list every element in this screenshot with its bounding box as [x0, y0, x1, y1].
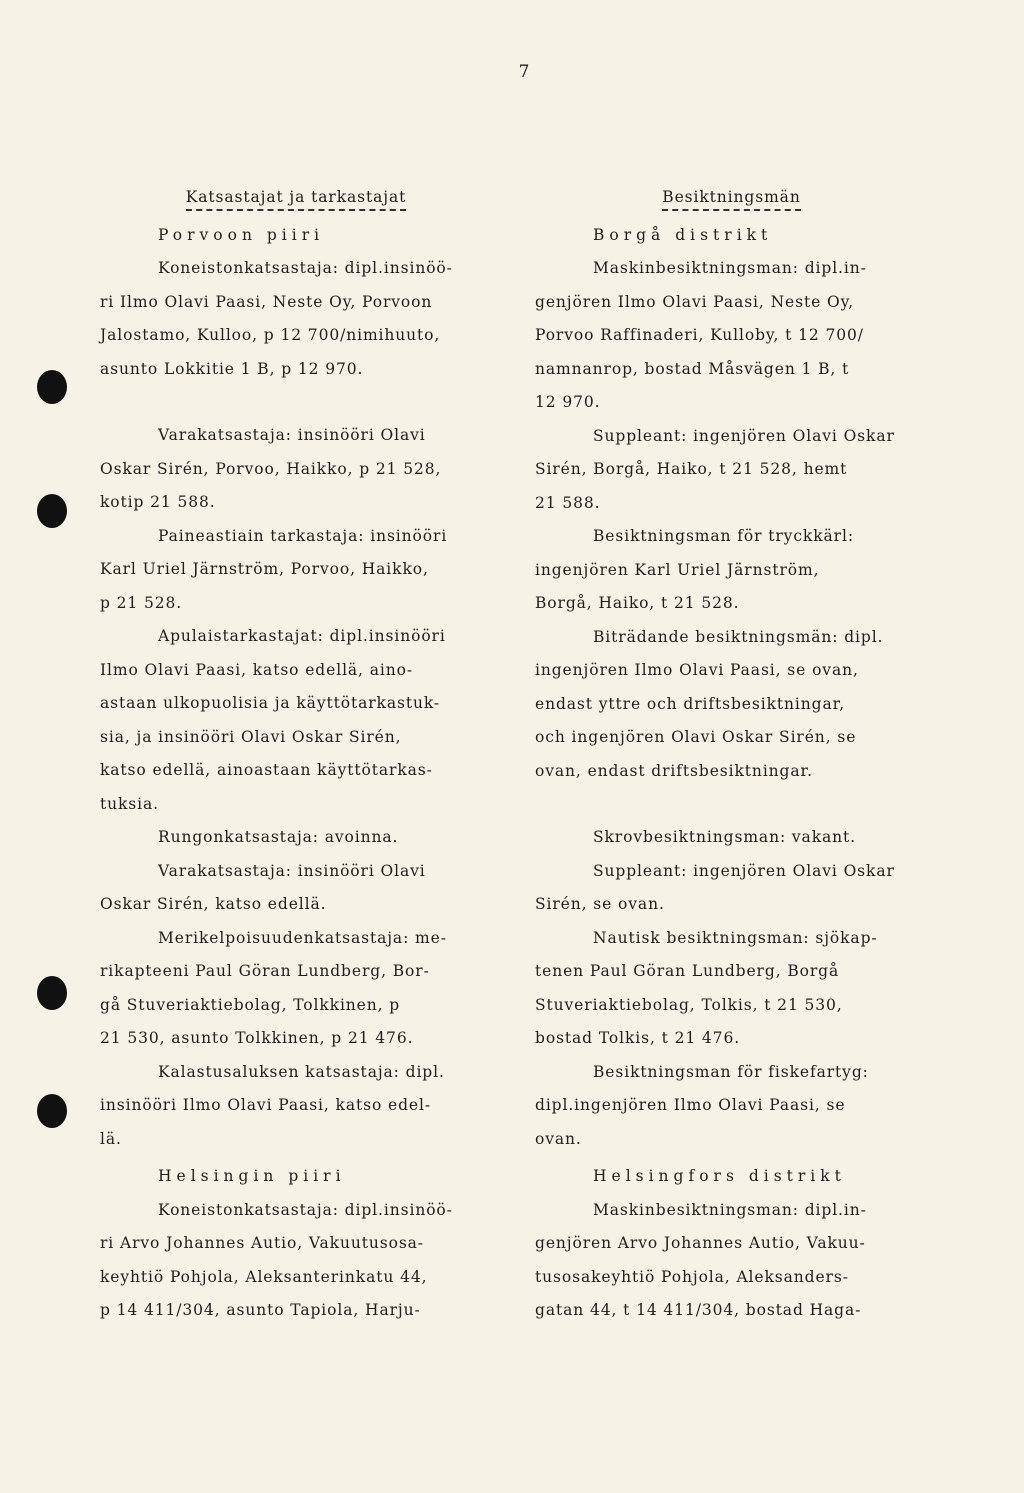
entry-assistant-inspectors: Biträdande besiktningsmän: dipl. ingenjören Ilmo Olavi Paasi, se ovan, endast yttre och driftsbesiktningar, och ingenjören Olavi Oskar Sirén, se ovan, endast driftsbesiktningar. [535, 627, 884, 780]
binder-hole-1 [37, 370, 67, 404]
entry-machinery-inspector: Maskinbesiktningsman: dipl.in- genjören Ilmo Olavi Paasi, Neste Oy, Porvoo Raffinaderi, Kulloby, t 12 700/ namnanrop, bostad Måsvägen 1 B, t 12 970. [535, 259, 867, 411]
entry-pressure-vessel-inspector: Besiktningsman för tryckkärl: ingenjören Karl Uriel Järnström, Borgå, Haiko, t 21 528. [535, 527, 854, 612]
entry-pressure-vessel-inspector: Paineastiain tarkastaja: insinööri Karl Uriel Järnström, Porvoo, Haikko, p 21 528. [100, 526, 448, 612]
district-heading-2: Helsingfors distrikt [593, 1167, 846, 1185]
entry-deputy-hull-inspector: Varakatsastaja: insinööri Olavi Oskar Sirén, katso edellä. [100, 861, 426, 913]
district-heading: Borgå distrikt [593, 225, 773, 244]
entry-machinery-inspector-2: Maskinbesiktningsman: dipl.in- genjören Arvo Johannes Autio, Vakuu- tusosakeyhtiö Pohjola, Aleksanders- gatan 44, t 14 411/304, bostad Haga- [535, 1200, 867, 1319]
section-heading: Katsastajat ja tarkastajat [100, 181, 492, 215]
entry-deputy-inspector: Varakatsastaja: insinööri Olavi Oskar Sirén, Porvoo, Haikko, p 21 528, kotip 21 588. [100, 426, 442, 511]
entry-deputy-hull-inspector: Suppleant: ingenjören Olavi Oskar Sirén, se ovan. [535, 861, 895, 913]
entry-machinery-inspector-2: Koneistonkatsastaja: dipl.insinöö- ri Arvo Johannes Autio, Vakuutusosa- keyhtiö Pohjola, Aleksanterinkatu 44, p 14 411/304, asunto Tapiola, Harju- [100, 1200, 453, 1319]
left-column-finnish [100, 181, 492, 1328]
binder-hole-4 [37, 1094, 67, 1128]
district-heading: Porvoon piiri [158, 225, 325, 244]
page-number: 7 [518, 62, 530, 82]
entry-hull-inspector: Rungonkatsastaja: avoinna. [158, 828, 399, 846]
entry-seaworthiness-inspector: Nautisk besiktningsman: sjökap- tenen Paul Göran Lundberg, Borgå Stuveriaktiebolag, Tolkis, t 21 530, bostad Tolkis, t 21 476. [535, 928, 878, 1047]
binder-hole-3 [37, 976, 67, 1010]
section-heading: Besiktningsmän [535, 181, 928, 215]
binder-hole-2 [37, 494, 67, 528]
entry-seaworthiness-inspector: Merikelpoisuudenkatsastaja: me- rikapteeni Paul Göran Lundberg, Bor- gå Stuveriaktiebolag, Tolkkinen, p 21 530, asunto Tolkkinen, p 21 476. [100, 928, 447, 1047]
entry-machinery-inspector: Koneistonkatsastaja: dipl.insinöö- ri Ilmo Olavi Paasi, Neste Oy, Porvoon Jalostamo, Kulloo, p 12 700/nimihuuto, asunto Lokkitie 1 B, p 12 970. [100, 259, 453, 378]
right-column-swedish [535, 181, 928, 1328]
entry-deputy-inspector: Suppleant: ingenjören Olavi Oskar Sirén, Borgå, Haiko, t 21 528, hemt 21 588. [535, 426, 895, 512]
entry-assistant-inspectors: Apulaistarkastajat: dipl.insinööri Ilmo Olavi Paasi, katso edellä, aino- astaan ulkopuolisia ja käyttötarkastuk- sia, ja insinööri Olavi Oskar Sirén, katso edellä, ainoastaan käyttötarkas- tuksia. [100, 627, 446, 813]
entry-hull-inspector: Skrovbesiktningsman: vakant. [593, 828, 856, 846]
entry-fishing-vessel-inspector: Besiktningsman för fiskefartyg: dipl.ingenjören Ilmo Olavi Paasi, se ovan. [535, 1062, 869, 1148]
district-heading-2: Helsingin piiri [158, 1167, 346, 1185]
entry-fishing-vessel-inspector: Kalastusaluksen katsastaja: dipl. insinööri Ilmo Olavi Paasi, katso edel- lä. [100, 1062, 445, 1148]
